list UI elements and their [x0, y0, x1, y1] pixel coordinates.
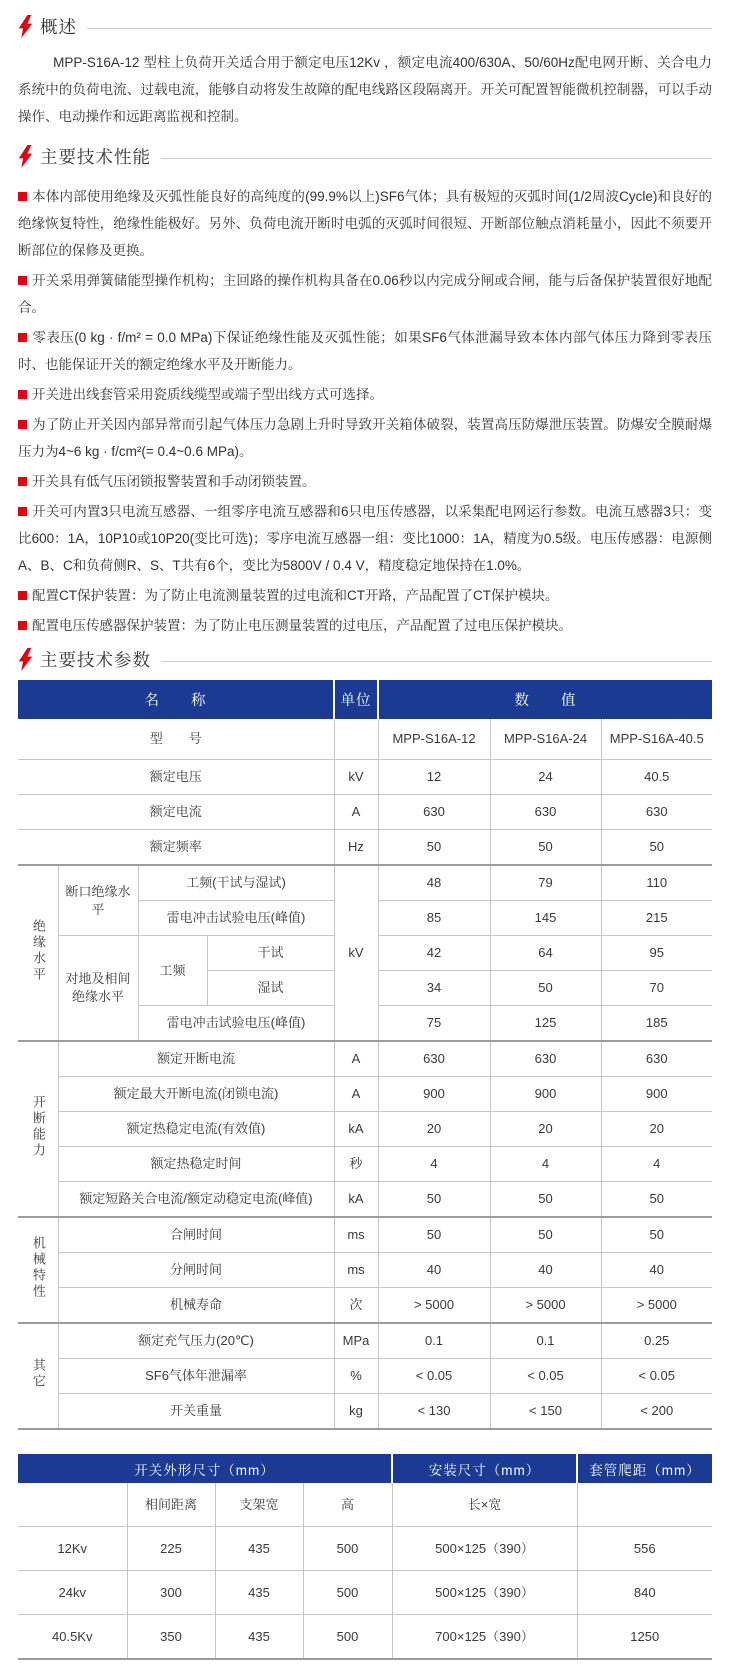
bullet-text: 配置CT保护装置：为了防止电流测量装置的过电流和CT开路，产品配置了CT保护模块。 [32, 588, 559, 603]
table-row [18, 1571, 712, 1615]
param-value-cell: 40.5 [601, 760, 712, 795]
param-value-cell: < 0.05 [378, 1359, 490, 1394]
param-value-cell: 34 [378, 971, 490, 1006]
param-value-cell: 50 [378, 1217, 490, 1253]
param-value-cell: 125 [490, 1006, 601, 1042]
param-label-cell: 断口绝缘水平 [58, 865, 138, 936]
lightning-bolt-icon [18, 15, 33, 38]
red-square-bullet-icon [18, 621, 27, 630]
param-value-cell: 0.1 [378, 1323, 490, 1359]
param-value-cell: 40 [601, 1253, 712, 1288]
param-value-cell: 79 [490, 865, 601, 901]
unit-cell: A [334, 1041, 378, 1077]
param-value-cell: < 150 [490, 1394, 601, 1429]
row-label-cell: 24kv [18, 1571, 127, 1615]
param-value-cell: 50 [378, 830, 490, 866]
unit-cell: kV [334, 760, 378, 795]
bullet-item [18, 411, 712, 465]
unit-cell: kA [334, 1182, 378, 1218]
table-row [18, 1253, 712, 1288]
table-row [18, 1182, 712, 1218]
param-value-cell: 630 [378, 795, 490, 830]
param-label-cell: 额定频率 [18, 830, 334, 866]
header-creepage: 套管爬距（mm） [577, 1454, 712, 1483]
table-row [18, 760, 712, 795]
red-square-bullet-icon [18, 192, 27, 201]
param-value-cell: 48 [378, 865, 490, 901]
main-parameters-table [18, 680, 712, 1428]
dim-value-cell: 500 [303, 1571, 392, 1615]
table-row [18, 1527, 712, 1571]
param-value-cell: 20 [601, 1112, 712, 1147]
title-rule [161, 661, 712, 662]
param-value-cell: 900 [601, 1077, 712, 1112]
param-value-cell: 630 [601, 795, 712, 830]
param-label-cell: 额定开断电流 [58, 1041, 334, 1077]
table-row [18, 719, 712, 760]
dim-value-cell: 350 [127, 1615, 215, 1659]
table-row [18, 1323, 712, 1359]
bullet-item [18, 468, 712, 495]
param-value-cell: > 5000 [490, 1288, 601, 1324]
dimensions-table [18, 1454, 712, 1658]
param-value-cell: < 200 [601, 1394, 712, 1429]
row-label-cell: 12Kv [18, 1527, 127, 1571]
param-value-cell: < 130 [378, 1394, 490, 1429]
param-value-cell: 95 [601, 936, 712, 971]
overview-paragraph: MPP-S16A-12 型柱上负荷开关适合用于额定电压12Kv ，额定电流400/630A、50/60Hz配电网开断、关合电力系统中的负荷电流、过载电流，能够自动将发生故障的配电线路区段隔离开。开关可配置智能微机控制器，可以手动操作、电动操作和远距离监视和控制。 [18, 55, 712, 124]
param-value-cell: < 0.05 [490, 1359, 601, 1394]
param-value-cell: MPP-S16A-24 [490, 719, 601, 760]
unit-cell: ms [334, 1217, 378, 1253]
dim-value-cell: 500 [303, 1615, 392, 1659]
section-title: 概述 [40, 17, 77, 37]
table-subheader-row [18, 1483, 712, 1527]
table-row [18, 1041, 712, 1077]
group-label-cell [18, 1217, 58, 1323]
param-label-cell: 对地及相间绝缘水平 [58, 936, 138, 1042]
param-label-cell: 额定电流 [18, 795, 334, 830]
param-value-cell: 185 [601, 1006, 712, 1042]
param-value-cell: 50 [490, 1217, 601, 1253]
param-value-cell: 40 [490, 1253, 601, 1288]
param-label-cell: 开关重量 [58, 1394, 334, 1429]
bullet-item [18, 582, 712, 609]
row-label-cell: 40.5Kv [18, 1615, 127, 1659]
dim-value-cell: 840 [577, 1571, 712, 1615]
param-label-cell: 额定热稳定电流(有效值) [58, 1112, 334, 1147]
header-mounting-dims: 安装尺寸（mm） [392, 1454, 577, 1483]
dim-value-cell: 435 [215, 1571, 303, 1615]
bullet-item [18, 612, 712, 639]
header-outline-dims: 开关外形尺寸（mm） [18, 1454, 392, 1483]
param-value-cell: 110 [601, 865, 712, 901]
performance-bullet-list [18, 183, 712, 639]
bullet-text: 配置电压传感器保护装置：为了防止电压测量装置的过电压，产品配置了过电压保护模块。 [32, 618, 572, 633]
unit-cell: kV [334, 865, 378, 1041]
subheader-cell: 高 [303, 1483, 392, 1527]
table-row [18, 795, 712, 830]
bullet-item [18, 324, 712, 378]
param-value-cell: 50 [490, 1182, 601, 1218]
blank-cell [577, 1483, 712, 1527]
param-value-cell: 900 [490, 1077, 601, 1112]
unit-cell: % [334, 1359, 378, 1394]
param-value-cell: 42 [378, 936, 490, 971]
bullet-text: 零表压(0 kg · f/m² = 0.0 MPa)下保证绝缘性能及灭弧性能；如果SF6气体泄漏导致本体内部气体压力降到零表压时、也能保证开关的额定绝缘水平及开断能力。 [18, 330, 712, 372]
unit-cell: 次 [334, 1288, 378, 1324]
table-row [18, 1112, 712, 1147]
dim-value-cell: 435 [215, 1615, 303, 1659]
bullet-text: 开关采用弹簧储能型操作机构；主回路的操作机构具备在0.06秒以内完成分闸或合闸，能与后备保护装置很好地配合。 [18, 273, 712, 315]
table-row [18, 1359, 712, 1394]
table-row [18, 1615, 712, 1659]
red-square-bullet-icon [18, 276, 27, 285]
performance-heading [18, 144, 712, 169]
table-header-row [18, 1454, 712, 1483]
param-value-cell: 64 [490, 936, 601, 971]
bullet-item [18, 183, 712, 264]
subheader-cell: 支架宽 [215, 1483, 303, 1527]
param-label-cell: 额定电压 [18, 760, 334, 795]
param-label-cell: 合闸时间 [58, 1217, 334, 1253]
red-square-bullet-icon [18, 420, 27, 429]
group-label: 绝缘水平 [30, 918, 46, 983]
param-label-cell: 额定充气压力(20℃) [58, 1323, 334, 1359]
param-value-cell: 4 [601, 1147, 712, 1182]
param-value-cell: 85 [378, 901, 490, 936]
subheader-cell: 相间距离 [127, 1483, 215, 1527]
dim-value-cell: 500×125（390） [392, 1571, 577, 1615]
unit-cell [334, 719, 378, 760]
param-value-cell: MPP-S16A-12 [378, 719, 490, 760]
param-label-cell: 分闸时间 [58, 1253, 334, 1288]
param-label-cell: 额定短路关合电流/额定动稳定电流(峰值) [58, 1182, 334, 1218]
blank-cell [18, 1483, 127, 1527]
red-square-bullet-icon [18, 333, 27, 342]
param-value-cell: 20 [490, 1112, 601, 1147]
header-value: 数 值 [378, 680, 712, 719]
unit-cell: MPa [334, 1323, 378, 1359]
group-label: 其它 [30, 1357, 46, 1390]
table-row [18, 1288, 712, 1324]
dim-value-cell: 435 [215, 1527, 303, 1571]
param-label-cell: 工频(干试与湿试) [138, 865, 334, 901]
param-label-cell: 机械寿命 [58, 1288, 334, 1324]
unit-cell: A [334, 795, 378, 830]
unit-cell: A [334, 1077, 378, 1112]
unit-cell: kg [334, 1394, 378, 1429]
param-value-cell: 4 [490, 1147, 601, 1182]
param-value-cell: > 5000 [378, 1288, 490, 1324]
bullet-item [18, 267, 712, 321]
overview-heading [18, 14, 712, 39]
param-value-cell: 145 [490, 901, 601, 936]
param-label-cell: 额定最大开断电流(闭锁电流) [58, 1077, 334, 1112]
param-label-cell: 额定热稳定时间 [58, 1147, 334, 1182]
dim-value-cell: 1250 [577, 1615, 712, 1659]
param-value-cell: 630 [378, 1041, 490, 1077]
param-value-cell: 630 [490, 795, 601, 830]
unit-cell: Hz [334, 830, 378, 866]
param-value-cell: 40 [378, 1253, 490, 1288]
group-label: 开断能力 [30, 1094, 46, 1159]
param-label-cell: 雷电冲击试验电压(峰值) [138, 901, 334, 936]
title-rule [161, 158, 712, 159]
section-title: 主要技术参数 [40, 650, 151, 670]
dim-value-cell: 700×125（390） [392, 1615, 577, 1659]
param-value-cell: 20 [378, 1112, 490, 1147]
param-label-cell: 型 号 [18, 719, 334, 760]
param-value-cell: > 5000 [601, 1288, 712, 1324]
param-value-cell: 900 [378, 1077, 490, 1112]
table-row [18, 1217, 712, 1253]
lightning-bolt-icon [18, 648, 33, 671]
param-value-cell: 630 [601, 1041, 712, 1077]
title-rule [87, 28, 712, 29]
param-value-cell: 4 [378, 1147, 490, 1182]
param-value-cell: 50 [378, 1182, 490, 1218]
unit-cell: 秒 [334, 1147, 378, 1182]
param-label-cell: 干试 [207, 936, 334, 971]
parameters-heading [18, 647, 712, 672]
param-label-cell: SF6气体年泄漏率 [58, 1359, 334, 1394]
header-name: 名 称 [18, 680, 334, 719]
bullet-text: 为了防止开关因内部异常而引起气体压力急剧上升时导致开关箱体破裂，装置高压防爆泄压装置。防爆安全膜耐爆压力为4~6 kg · f/cm²(= 0.4~0.6 MPa)。 [18, 417, 712, 459]
param-value-cell: MPP-S16A-40.5 [601, 719, 712, 760]
table-row [18, 1147, 712, 1182]
param-value-cell: 0.25 [601, 1323, 712, 1359]
param-label-cell: 湿试 [207, 971, 334, 1006]
dim-value-cell: 500 [303, 1527, 392, 1571]
param-value-cell: 630 [490, 1041, 601, 1077]
group-label-cell [18, 1041, 58, 1217]
bullet-text: 开关可内置3只电流互感器、一组零序电流互感器和6只电压传感器，以采集配电网运行参数。电流互感器3只：变比600：1A，10P10或10P20(变比可选)；零序电流互感器一组：变比1000：1A，精度为0.5级。电压传感器：电源侧A、B、C和负荷侧R、S、T共有6个，变比为5800V / 0.4 V，精度稳定地保持在1.0%。 [18, 504, 712, 573]
bullet-text: 开关具有低气压闭锁报警装置和手动闭锁装置。 [32, 474, 316, 489]
param-value-cell: 70 [601, 971, 712, 1006]
param-value-cell: < 0.05 [601, 1359, 712, 1394]
param-value-cell: 50 [490, 971, 601, 1006]
red-square-bullet-icon [18, 477, 27, 486]
param-value-cell: 24 [490, 760, 601, 795]
table-header-row [18, 680, 712, 719]
param-value-cell: 215 [601, 901, 712, 936]
group-label: 机械特性 [30, 1235, 46, 1300]
param-label-cell: 雷电冲击试验电压(峰值) [138, 1006, 334, 1042]
table-row [18, 830, 712, 866]
group-label-cell [18, 1323, 58, 1428]
bullet-item [18, 498, 712, 579]
param-value-cell: 12 [378, 760, 490, 795]
dim-value-cell: 225 [127, 1527, 215, 1571]
table-row [18, 1077, 712, 1112]
dim-value-cell: 556 [577, 1527, 712, 1571]
red-square-bullet-icon [18, 390, 27, 399]
bullet-item [18, 381, 712, 408]
param-value-cell: 50 [601, 1182, 712, 1218]
red-square-bullet-icon [18, 591, 27, 600]
param-value-cell: 50 [601, 1217, 712, 1253]
group-label-cell [18, 865, 58, 1041]
bullet-text: 开关进出线套管采用瓷质线缆型或端子型出线方式可选择。 [32, 387, 383, 402]
subheader-cell: 长×宽 [392, 1483, 577, 1527]
spacer [18, 1430, 712, 1454]
lightning-bolt-icon [18, 145, 33, 168]
param-value-cell: 50 [490, 830, 601, 866]
section-title: 主要技术性能 [40, 147, 151, 167]
param-value-cell: 75 [378, 1006, 490, 1042]
dim-value-cell: 300 [127, 1571, 215, 1615]
bullet-text: 本体内部使用绝缘及灭弧性能良好的高纯度的(99.9%以上)SF6气体；具有极短的灭弧时间(1/2周波Cycle)和良好的绝缘恢复特性，绝缘性能极好。另外、负荷电流开断时电弧的灭弧时间很短、开断部位触点消耗量小，因此不须要开断部位的保修及更换。 [18, 189, 712, 258]
table-row [18, 865, 712, 901]
param-label-cell: 工频 [138, 936, 207, 1006]
header-unit: 单位 [334, 680, 378, 719]
table-row [18, 1394, 712, 1429]
param-value-cell: 50 [601, 830, 712, 866]
unit-cell: kA [334, 1112, 378, 1147]
unit-cell: ms [334, 1253, 378, 1288]
dim-value-cell: 500×125（390） [392, 1527, 577, 1571]
red-square-bullet-icon [18, 507, 27, 516]
param-value-cell: 0.1 [490, 1323, 601, 1359]
